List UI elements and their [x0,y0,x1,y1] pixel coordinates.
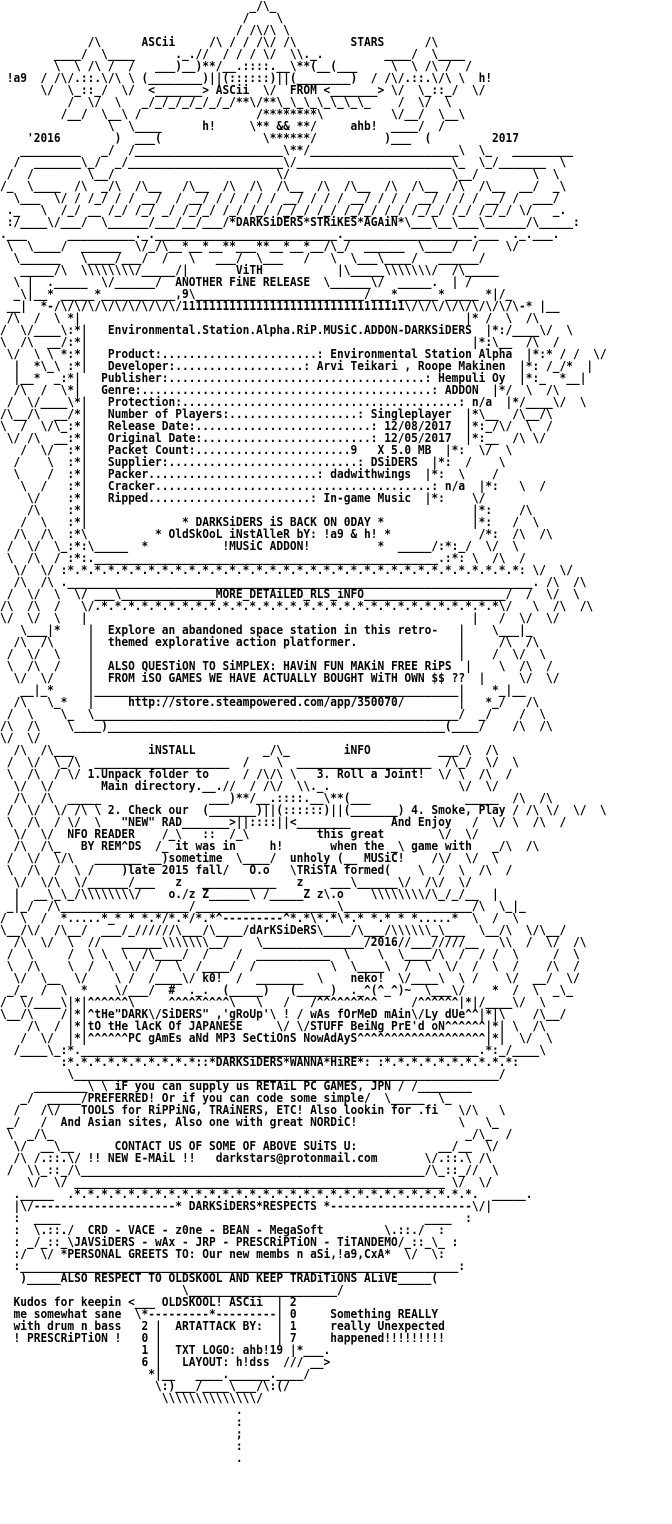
nfo-line: / \ [0,11,284,25]
nfo-line: / \/____\:*| Environmental.Station.Alpha.RiP.MUSiC.ADDON-DARKSiDERS |*:/____\/ \ [0,323,573,337]
nfo-line: _\|__* _____*___________,9\_________________________/___*______*_____ *|/_ [0,287,513,301]
nfo-line: ________\ \ iF you can supply us RETAiL PC GAMES, JPN / /________ [0,1079,472,1093]
nfo-line: \/ \/ | FROM iSO GAMES WE HAVE ACTUALLY BOUGHT WiTH OWN $$ ?? | \/ \/ [0,671,560,685]
nfo-line: /\ /\ \____)__________________________________________________(____/ /\ /\ [0,719,553,733]
nfo-line: / \/ :*| Packet Count:.......................9 X 5.0 MB |*: \/ \ [0,443,513,457]
nfo-line: ._ \ /_/ __ /_/ /_/ _/ /_/_/ /_/ /_/ /_/_/ /_/ /_/_/ /_/ /_/_/ /_/ /_/_/ \/ _. [0,203,567,217]
nfo-line: \/ __\__ CONTACT US OF SOME OF ABOVE SUiTS U: __/__ \/ [0,1139,499,1153]
nfo-line: /____\_:*.___________________________________________________________.*:_/____\ [0,1043,546,1057]
nfo-line: \/ \/ :*.*.*.*.*.*.*.*.*.*.*.*.*.*.*.*.*.*.*.*.*.*.*.*.*.*.*.*.*.*.*.*.*.*: \/ \/ [0,563,573,577]
nfo-line: \ \____ h! \** && **/ ahb! ____/ / [0,119,445,133]
nfo-line: \ | ._____ \/______/ ANOTHER FiNE RELEASE \______\/ _____. | / [0,275,472,289]
nfo-line: | __\_\_/\\\\\\\\/ o./z Z______\ /_____Z z\.o \\\\\\\\/\_/_/__ | [0,887,499,901]
nfo-line: /\ \_* | http://store.steampowered.com/app/350070/ | *_/ /\ [0,695,540,709]
nfo-line: \ /\ \ / \ \/ / \ /____/ / \ \____\ / \ \/ / \ / /\ / [0,959,580,973]
nfo-line: _/\_ [0,0,277,13]
nfo-line: \__/\/ /\__/ ___/_//////\___/\____/dArKSiDeRS\____/\___/\\\\\\_\___ \__/\ \/\__/ [0,923,567,937]
nfo-line: '2016 ) ___( \******/ )___ ( 2017 [0,131,520,145]
nfo-line: !a9 / /\/.::.\/\ \ (________)||(::::::)||(________) / /\/.::.\/\ \ h! [0,71,493,85]
nfo-line: : \.::./ CRD - VACE - z0ne - BEAN - MegaSoft \.::./ : [0,1223,445,1237]
nfo-line: / \ \_ \______________________________________________________/ _/ / \ [0,707,546,721]
nfo-line: /\ :*| |*: /\ [0,503,533,517]
nfo-line: / \ :*| Supplier:............................: DSiDERS |*: / \ [0,455,506,469]
nfo-line: _|_/ /\___________________/_____________________\___________________/\ \_|_ [0,899,526,913]
nfo-line: \\\\\\\\\\\\\\/ [0,1391,263,1405]
nfo-line: \ /\ / \/ 1.Unpack folder to / /\/\ \ 3. Roll a Joint! \/ \ /\ / [0,767,513,781]
nfo-line: \__/\ /|*|^tHe"DARK\/SiDERS" ,'gRoUp'\ ! / wAs fOrMeD mAin\/Ly dUe^^|*|\ /\__/ [0,1007,567,1021]
nfo-line: \/ \/ NFO READER /_\ :: /_\ this great \/ \/ [0,827,479,841]
nfo-line: )_____ALSO RESPECT TO OLDSKOOL AND KEEP TRADiTiONS ALiVE_____( [0,1271,439,1285]
nfo-line: \_______________________________________________________________/ [0,1067,506,1081]
nfo-line: / \ :*| * DARKSiDERS iS BACK ON 0DAY * |*: / \ [0,515,540,529]
nfo-line: _/ _____/PREFERRED! Or if you can code some simple/ \_____ \_ [0,1091,452,1105]
nfo-line: /\ /\_ BY REM^DS /_ it was in h! when the _\ game with _/\ /\ [0,839,540,853]
nfo-line: |\/---------------------* DARKSiDERS*RESPECTS *---------------------\/| [0,1199,493,1213]
nfo-line: / /\/\ \ [0,23,290,37]
nfo-line: :/ \/ *PERSONAL GREETS TO: Our new membs n aSi,!a9,CxA* \/ \: [0,1247,445,1261]
nfo-line: \/ /\ __:*| Original Date:.........................: 12/05/2017 |*:__ /\ \/ [0,431,546,445]
nfo-line: /\ /\ ._____________________________________________________________________. /\ /\ [0,575,587,589]
nfo-line: \/ \/\ \/______/___ z ___________ z ___\______\/ /\/ \/ [0,875,472,889]
nfo-line: ____/ \____ ._.// / / / \/ \\._. ____/ \____ [0,47,466,61]
nfo-line: __| *-/\/\/\/\/\/\/\/\/\/111111111111111111111111111111111\/\/\/\/\/\/\/\/\-* |__ [0,299,560,313]
nfo-line: /_ \____ /\ _/\ /\__ /\__ /\ /\ /\__ /\ /\__ /\ /\__ /\ /\__ __/ _\ [0,179,567,193]
nfo-line: \/ \ \ *:*| Product:.......................: Environmental Station Alpha |*:* / / \/ [0,347,607,361]
nfo-line: ! PRESCRiPTiON ! 0 | | 7 happened!!!!!!!!! [0,1331,445,1345]
nfo-line: / \/ \/\ _______ __)sometime \____/ unholy (__ MUSiC! /\/ \/ \ [0,851,499,865]
nfo-line: / \/ |*|^^^^^^PC gAmEs aNd MP3 SeCtiOnS NowAdAyS^^^^^^^^^^^^^^^^^^^|*| \/ \ [0,1031,553,1045]
nfo-line: / \\_::_/\___________________________________________________/\_::_// \ [0,1163,499,1177]
nfo-line: _/ / And Asian sites, Also one with great NORDiC! \ \_ [0,1115,499,1129]
nfo-line: :*.*.*.*.*.*.*.*.*.*::*DARKSiDERS*WANNA*HiRE*: :*.*.*.*.*.*.*.*.*.*: [0,1055,520,1069]
nfo-line: /\ /\ / \/.*.*.*.*.*.*.*.*.*.*.*.*.*.*.*.*.*.*.*.*.*.*.*.*.*.*.*.*.*.*\/ \ /\ /\ [0,599,594,613]
nfo-line: __|_* |______________________________________________________| *_|__ [0,683,526,697]
nfo-line: /__/ \__\ / /********\ \/__/ \__\ [0,107,466,121]
nfo-line: \ \____/ ______ \/_/\__*__*__**___**__*__*__/\_/ ______ \____/ / \/ [0,239,520,253]
nfo-line: 6 | LAYOUT: h!dss /// __> [0,1355,331,1369]
nfo-line: _/_ / \ * \/___/ # ._. (_____) (_____) ._^(^_^)~ \___\/ * / \ _\_ [0,983,573,997]
nfo-line: / \/ \ _/_/_/_/_/_/_/**\/**\_\_\_\_\_\_\_ / \/ \ [0,95,452,109]
nfo-line: \/ \/ [0,731,41,745]
nfo-line: / \/ \_:*:\_____ * !MUSiC ADDON! * _____/:*:_/ \/ \ [0,539,520,553]
nfo-line: : _/_::_\JAVSiDERS - wAx - JRP - PRESCRiPTiON - TiTANDEMO/_::_\_ : [0,1235,459,1249]
nfo-line: | *\_\ :*| Developer:...................: Arvi Teikari , Roope Makinen |*: /_/* | [0,359,594,373]
nfo-line: . [0,1451,243,1465]
nfo-line: \___|* | Explore an abandoned space station in this retro- | \___|_ [0,623,533,637]
nfo-line: ; [0,1427,243,1441]
nfo-line: / \/ \ \/ ___\______________MORE_DETAiLED_RLS_iNFO_____________________/ / \/ \ [0,587,580,601]
nfo-line: \/ \/ Main directory.__.// / /\/ \\._. \/ \/ [0,779,499,793]
nfo-line: \/ \/ _______________________________________________________ \/ \/ [0,1175,493,1189]
nfo-line: /\ / \*| Genre:...........................................: ADDON |*/ \ /\ [0,383,560,397]
nfo-line: /\ \/ \ // ______\\\\\\\__/ \_______________/2016//___/////__ \\ / \/ /\ [0,935,587,949]
nfo-line: |__* _:*| Publisher:......................................: Hempuli Oy |*:_ *__| [0,371,587,385]
nfo-line: / _______\_/ _/_______________________\/_______________________\_ \_/_______ \ [0,155,567,169]
nfo-line: /\ ASCii /\ / / /\/ /\ STARS /\ [0,35,439,49]
nfo-line: me somewhat sane \*---------*---------| 0 Something REALLY [0,1307,439,1321]
nfo-line: /\ / |*|tO tHe lAcK Of JAPANESE \/ \/STUFF BeiNg PrE'd oN^^^^^^|*| \ /\ [0,1019,546,1033]
nfo-line: /\ /\ :*\ * OldSkOoL iNstAlleR bY: !a9 & h! * /*: /\ /\ [0,527,553,541]
nfo-line: : [0,1439,243,1453]
nfo-line: \ / :*| Packer.........................: dadwithwings |*: \ / [0,467,499,481]
nfo-line: / /\/ TOOLS for RiPPiNG, TRAiNERS, ETC! Also lookin for .fi \/\ \ [0,1103,506,1117]
nfo-line: /\ /\ | themed explorative action platformer. | /\ /\ [0,635,540,649]
nfo-line: / \/____\|*|^^^^^^\ ^^^^^^^^^\ \ / /^^^^^^^^^ /^^^^^^|*|/____\/ \ [0,995,546,1009]
nfo-line: /\__/\ __/*| Number of Players:...................: Singleplayer |*\__ /\__/\ [0,407,553,421]
nfo-line: \:)___/____\___/\:(/ [0,1379,290,1393]
nfo-line: /\ / \ *| |* / \ /\ [0,311,540,325]
nfo-line: :_________________________________________________________________: [0,1259,466,1273]
nfo-line: *|__ ____.______.____/ [0,1367,311,1381]
nfo-line: \/ \_::_/ \/ <_______> ASCii \/ FROM <_______> \/ \_::_/ \/ [0,83,486,97]
nfo-line: \ / \/\_:*| Release Date:..........................: 12/08/2017 |*:_/\/ \ / [0,419,553,433]
nfo-line: \ /\ __/:*| |*:\__ /\ / [0,335,560,349]
nfo-line: : ____ ____ : [0,1211,472,1225]
nfo-line: with drum n bass 2 | ARTATTACK BY: | 1 really Unexpected [0,1319,445,1333]
nfo-line: : [0,1415,243,1429]
nfo-line: / \/ \ | | / \/ \ [0,647,546,661]
nfo-line: \___ \/ / /_/ / / __/ / __/ / / / / / __/ / / / __/ / / / __/ / / / __/ / ___/ [0,191,560,205]
nfo-line: 1 | TXT LOGO: ahb!19 |*___. [0,1343,331,1357]
nfo-line: \ \ /\ / / ___)__)**/__.::::.__\**(__(___ \ \ /\ / / [0,59,472,73]
nfo-line: _________ _/ /______________________\**/______________________\ \_ _________ [0,143,573,157]
nfo-line: \______________________/ [0,1283,344,1297]
nfo-line: /\ /\___ iNSTALL _/\_ iNFO ___/\ /\ [0,743,499,757]
nfo-line: \ /\ / \/ \ "NEW" RAD_______>||::::||<________ And Enjoy / \/ \ /\ / [0,815,567,829]
nfo-line: :/____\/___/ \______/___/__/___/*DARKSiDERS*STRiKES*AGAiN*\___\__\___\______/\_____: [0,215,580,229]
nfo-line: / \/ \/ /\ \ 2. Check our (_______)||(::::::)||(_______) 4. Smoke, Play / /\ \/ \/ \ [0,803,607,817]
nfo-line: \/ \/ \ | | / \/ \/ [0,611,560,625]
nfo-line: \ /\ / \ / )late 2015 fall/ O.o \TRiSTA formed( \ / \ /\ / [0,863,513,877]
nfo-line: \ / :*| Cracker.........................................: n/a |*: \ / [0,479,546,493]
nfo-line: \______ \____/___/ / \ ___/ \___ / \ \___\____/ ______/ [0,251,486,265]
nfo-line: _____/\ \\\\\\\\/_____/| ViTH |\_____\\\\\\\/ /\_____ [0,263,499,277]
nfo-line: / \/ \_/\ ____________________ / \ ____________________ /\_/ \/ \ [0,755,520,769]
nfo-line: / \ / \ \ \ /\____/ / / ___________ \ \ \____/\ / / / \ / \ [0,947,580,961]
nfo-line: \ /\ / :*:.___________________________________________________.:*: \ /\ / [0,551,526,565]
nfo-line: /\ /\ _____ ___)**/__.::::.__\**(___ _____ /\ /\ [0,791,553,805]
nfo-line: / / \__/ \/ \__/ \ \ [0,167,560,181]
nfo-line: \ _/\_ _/\_ / [0,1127,513,1141]
nfo-line: \/ :*| Ripped........................: In-game Music |*: \/ [0,491,486,505]
nfo-line: . [0,1403,243,1417]
nfo-line: / \/____\*| Protection:.........................................: n/a |*/____\/ \ [0,395,587,409]
nfo-line: ._____ .*.*.*.*.*.*.*.*.*.*.*.*.*.*.*.*.*.*.*.*.*.*.*.*.*.*.*.*.*.*. _____. [0,1187,533,1201]
nfo-line: .___ __________._.___________________________.___________________.___ ._.___. [0,227,560,241]
nfo-line: \/ \__ \/ \ / /____\/ k0! / _______ \ neko! \/____\ \ / \/ __/ \/ [0,971,580,985]
nfo-line: \ /\ / | ALSO QUESTiON TO SiMPLEX: HAViN FUN MAKiN FREE RiPS | \ /\ / [0,659,553,673]
nfo-line: /\ /.::.\/ !! NEW E-MAiL !! darkstars@protonmail.com \/.::.\ /\ [0,1151,493,1165]
nfo-line: / \ / *.....*_* * *.*/*.*/*.*^---------^*.*\*.*\*.* *.* * *.....* \ / \ [0,911,520,925]
nfo-line: Kudos for keepin <___ OLDSKOOL! ASCii | 2 [0,1295,297,1309]
